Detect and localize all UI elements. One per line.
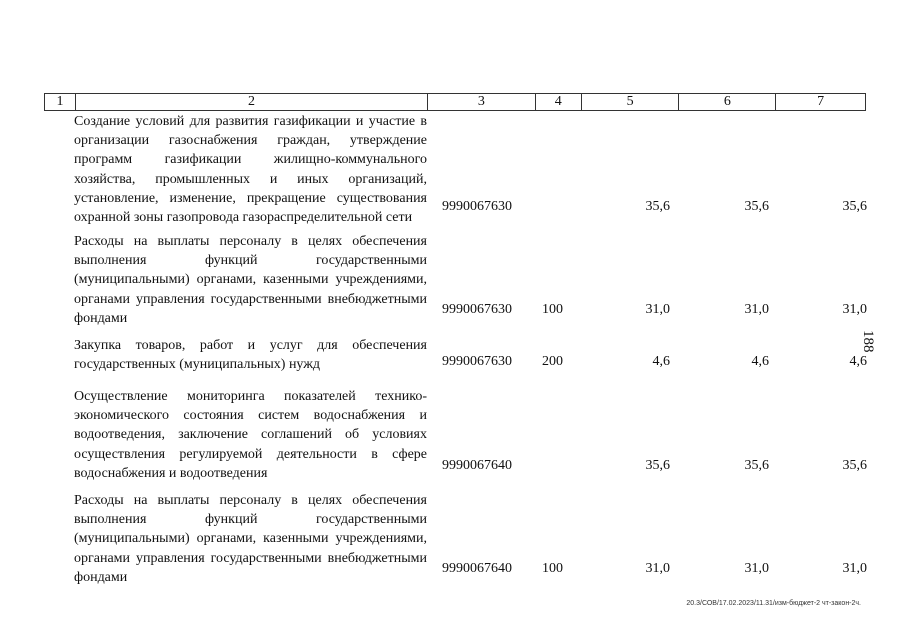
target-code: 9990067640 bbox=[442, 560, 512, 576]
amount-col-5: 4,6 bbox=[652, 353, 670, 369]
row-description: Расходы на выплаты персоналу в целях обеспечения выполнения функций государственными (муниципальными) органами, казенными учреждениями, органами управления государственными внебюджетными фондами bbox=[74, 493, 427, 585]
amount-col-7: 35,6 bbox=[842, 198, 867, 214]
table-row bbox=[0, 336, 905, 371]
expense-type: 200 bbox=[542, 353, 563, 369]
target-code: 9990067640 bbox=[442, 457, 512, 473]
target-code: 9990067630 bbox=[442, 198, 512, 214]
row-description: Осуществление мониторинга показателей технико-экономического состояния систем водоснабжения и водоотведения, заключение соглашений об условиях осуществления регулируемой деятельности в сфере водоснабжения и водоотведения bbox=[74, 389, 427, 481]
target-code: 9990067630 bbox=[442, 353, 512, 369]
header-col-2: 2 bbox=[75, 94, 427, 110]
table-header-row bbox=[44, 93, 866, 111]
header-col-5: 5 bbox=[581, 94, 679, 110]
amount-col-6: 31,0 bbox=[744, 560, 769, 576]
amount-col-7: 31,0 bbox=[842, 301, 867, 317]
amount-col-6: 4,6 bbox=[751, 353, 769, 369]
amount-col-6: 31,0 bbox=[744, 301, 769, 317]
amount-col-5: 35,6 bbox=[645, 457, 670, 473]
amount-col-7: 4,6 bbox=[849, 353, 867, 369]
amount-col-7: 31,0 bbox=[842, 560, 867, 576]
amount-col-5: 35,6 bbox=[645, 198, 670, 214]
table-row bbox=[0, 491, 905, 585]
row-description: Создание условий для развития газификации и участие в организации газоснабжения граждан, утверждение программ газификации жилищно-коммунального хозяйства, промышленных и иных организаций, установление, изменение, прекращение существования охранной зоны газопровода газораспределительной сети bbox=[74, 114, 427, 226]
header-col-3: 3 bbox=[427, 94, 535, 110]
page-number: 188 bbox=[860, 330, 876, 353]
amount-col-5: 31,0 bbox=[645, 560, 670, 576]
header-col-4: 4 bbox=[535, 94, 581, 110]
amount-col-5: 31,0 bbox=[645, 301, 670, 317]
table-row bbox=[0, 112, 905, 226]
header-col-1: 1 bbox=[56, 94, 64, 109]
document-footer: 20.3/СОВ/17.02.2023/11.31/изм-бюджет-2 чт-закон-2ч. bbox=[686, 600, 861, 607]
expense-type: 100 bbox=[542, 560, 563, 576]
header-col-7: 7 bbox=[775, 94, 865, 110]
table-row bbox=[0, 387, 905, 481]
amount-col-6: 35,6 bbox=[744, 457, 769, 473]
row-description: Закупка товаров, работ и услуг для обеспечения государственных (муниципальных) нужд bbox=[74, 338, 427, 373]
row-description: Расходы на выплаты персоналу в целях обеспечения выполнения функций государственными (муниципальными) органами, казенными учреждениями, органами управления государственными внебюджетными фондами bbox=[74, 234, 427, 326]
amount-col-7: 35,6 bbox=[842, 457, 867, 473]
table-row bbox=[0, 232, 905, 326]
header-col-6: 6 bbox=[678, 94, 775, 110]
target-code: 9990067630 bbox=[442, 301, 512, 317]
amount-col-6: 35,6 bbox=[744, 198, 769, 214]
expense-type: 100 bbox=[542, 301, 563, 317]
